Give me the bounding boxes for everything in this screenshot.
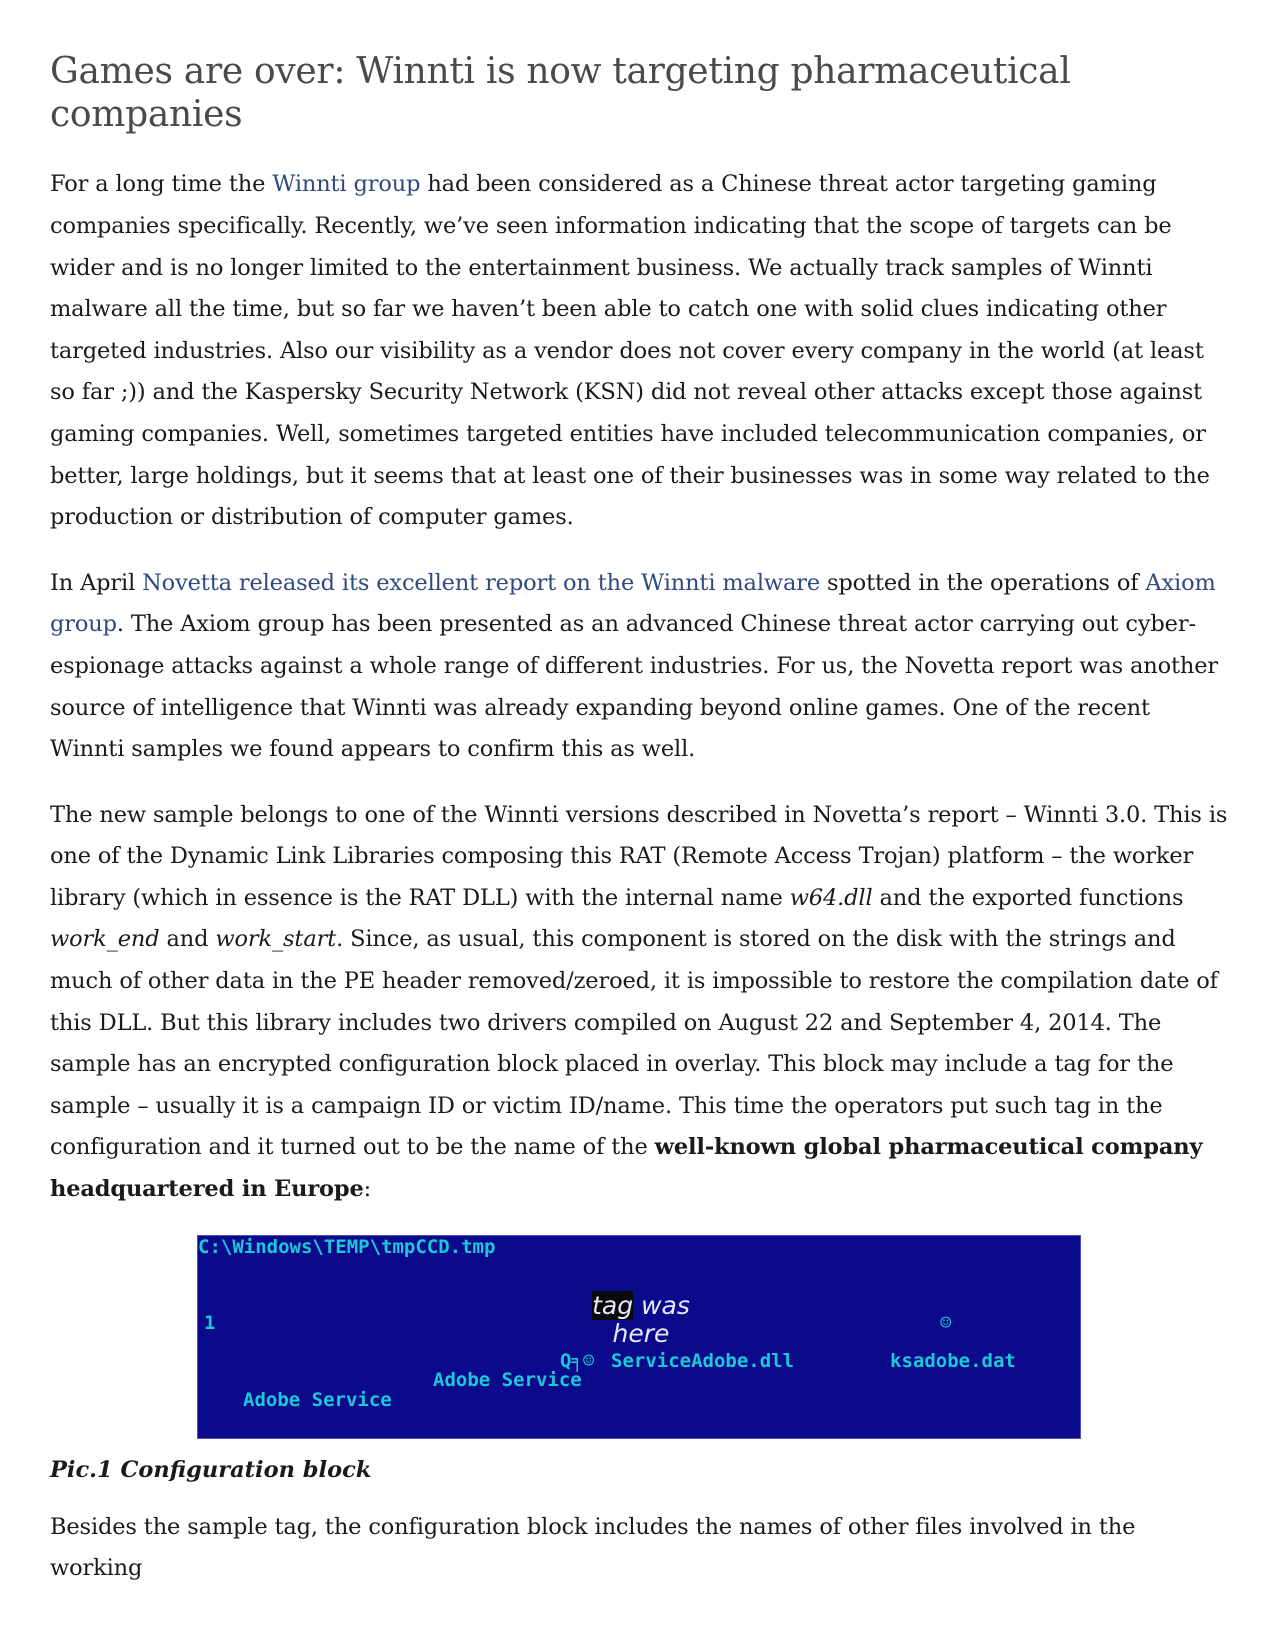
text-segment: : [363, 1176, 372, 1203]
function-name: work_end [50, 926, 160, 953]
text-segment: and the exported functions [872, 884, 1184, 911]
value-one: 1 [204, 1311, 216, 1334]
link-axiom-group[interactable]: Axiom group [50, 569, 1216, 638]
text-segment: For a long time the [50, 171, 273, 198]
function-name: work_start [215, 926, 337, 953]
text-segment: The new sample belongs to one of the Winnti versions described in Novetta’s report – Winnti 3.0. This is one of the Dynamic Link Libraries composing this RAT (Remote Access Trojan) platform – the worker library (which in essence is the RAT DLL) with the internal name [50, 801, 1228, 911]
text-segment: In April [50, 569, 143, 596]
annotation-text: was [633, 1290, 690, 1320]
adobe-service-label: Adobe Service [433, 1368, 582, 1391]
paragraph-config: Besides the sample tag, the configuration block includes the names of other files involved in the working [50, 1513, 1136, 1582]
figure-caption: Pic.1 Configuration block [50, 1456, 372, 1483]
tag-annotation [586, 1292, 696, 1348]
service-dll-name: ServiceAdobe.dll [611, 1349, 795, 1372]
tag-word: tag [592, 1290, 634, 1320]
ksadobe-file: ksadobe.dat [890, 1349, 1016, 1372]
config-block-screenshot [197, 1235, 1081, 1439]
article [50, 40, 1230, 1614]
article-title: Games are over: Winnti is now targeting pharmaceutical companies [50, 51, 1071, 136]
highlight-company: well-known global pharmaceutical company headquartered in Europe [50, 1134, 1203, 1203]
smiley-glyph: ☺ [940, 1311, 952, 1334]
dll-name: w64.dll [789, 884, 873, 911]
text-segment: and [159, 926, 216, 953]
paragraph-intro [50, 164, 1230, 538]
temp-file-path: C:\Windows\TEMP\tmpCCD.tmp [198, 1235, 496, 1258]
annotation-text: here [612, 1318, 670, 1348]
paragraph-novetta [50, 563, 1230, 771]
text-segment: . The Axiom group has been presented as an advanced Chinese threat actor carrying out cyber-espionage attacks against a whole range of different industries. For us, the Novetta report was another source of intelligence that Winnti was already expanding beyond online games. One of the recent Winnti samples we found appears to confirm this as well. [50, 611, 1219, 763]
text-segment: spotted in the operations of [820, 569, 1146, 596]
paragraph-new-sample [50, 795, 1230, 1211]
link-winnti-group[interactable]: Winnti group [272, 171, 421, 198]
text-segment: . Since, as usual, this component is stored on the disk with the strings and much of other data in the PE header removed/zeroed, it is impossible to restore the compilation date of this DLL. But this library includes two drivers compiled on August 22 and September 4, 2014. The sample has an encrypted configuration block placed in overlay. This block may include a tag for the sample – usually it is a campaign ID or victim ID/name. This time the operators put such tag in the configuration and it turned out to be the name of the [50, 926, 1218, 1161]
text-segment: had been considered as a Chinese threat actor targeting gaming companies specifically. Recently, we’ve seen information indicating that the scope of targets can be wider and is no longer limited to the entertainment business. We actually track samples of Winnti malware all the time, but so far we haven’t been able to catch one with solid clues indicating other targeted industries. Also our visibility as a vendor does not cover every company in the world (at least so far ;)) and the Kaspersky Security Network (KSN) did not reveal other attacks except those against gaming companies. Well, sometimes targeted entities have included telecommunication companies, or better, large holdings, but it seems that at least one of their businesses was in some way related to the production or distribution of computer games. [50, 171, 1210, 531]
link-novetta-report[interactable]: Novetta released its excellent report on the Winnti malware [142, 569, 821, 596]
adobe-service-label: Adobe Service [243, 1388, 392, 1411]
garbage-prefix: Q╕☺ [560, 1349, 595, 1372]
